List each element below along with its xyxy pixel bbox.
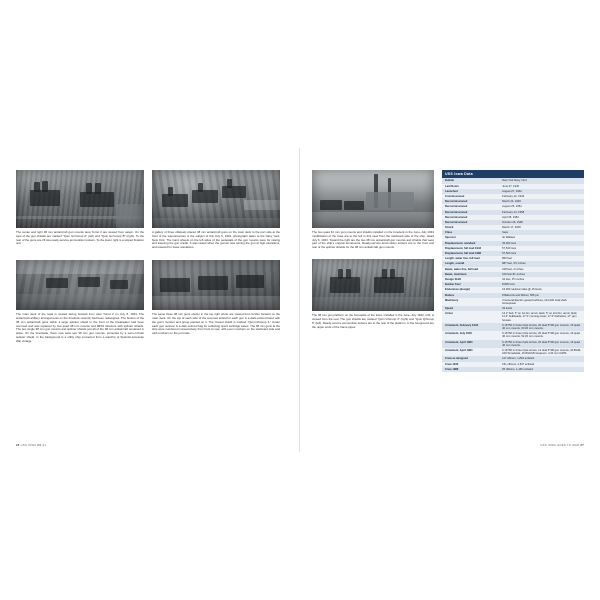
table-row: Struck March 17, 2006 (442, 225, 584, 230)
specs-body (442, 178, 584, 372)
photo-center-right-40mm-mounts (16, 170, 144, 228)
caption-4: The same three 38 mm guns shown in the top right photo are viewed from further forward on the main deck. On the top of each side of the armored shield for each gun is a dark-colored band with the gun's number and group painted on it. The closest shield is marked "Quin N/Group 4." Under each gun receiver is a dark-colored bag for collecting spent cartridge cases. The 38 mm guns at the ship were numbered consecutively from front to rear, with even numbers on the starboard side and odd numbers on the port side. (152, 312, 280, 336)
folio-left-text: USS IOWA BB-61 (20, 444, 47, 447)
table-row: Length, water line, full load 860 feet (442, 256, 584, 261)
caption-5: The two quad 40 mm gun mounts and shields installed on the foredeck in the June–July 1943 modification of the Iowa are to the left in this view from the starboard side of the ship, dated July 6, 1943. Toward the right are the two 38 mm antiaircraft gun mounts and shields that were part of the ship's original armaments. Ready-service ammunition lockers are to the front and rear of the splinter shields for the 38 mm antiaircraft gun mounts. (312, 230, 434, 250)
photo-twin-40mm-top-right-view (152, 260, 280, 310)
book-spread (0, 148, 600, 452)
table-row: Armor 12.2" belt, 5" on 1st lim. armor deck; 6" on 2nd lim. armor deck; 11.3" bulkheads; 17.3" conning tower; 17.3" barbettes; 17" gun houses. (442, 311, 584, 323)
left-photo-row-top (16, 170, 288, 250)
table-row: Armament, April 1984 9 16"/50 in three triple turrets, 20 dual 5"/38 gun mounts, 16 quad 40 mm mounts. (442, 340, 584, 348)
right-photo-column (312, 170, 434, 372)
table-row: Crew 1988 65 officers, 1,445 enlisted. (442, 367, 584, 372)
table-row: Displacement, full load 1988 57,500 tons (442, 251, 584, 256)
folio-right-number: 27 (580, 444, 584, 447)
right-content-row (312, 170, 584, 372)
left-photo-block-4 (152, 260, 280, 344)
table-row: Builder New York Navy Yard (442, 178, 584, 183)
table-row: Sponsor Ilo Wallace (442, 235, 584, 240)
specs-column (442, 170, 584, 372)
folio-left-number: 26 (16, 444, 20, 447)
table-row: Decommissioned February 24, 1958 (442, 210, 584, 215)
table-row: Decommissioned March 24, 1949 (442, 199, 584, 204)
caption-6: The 38 mm gun platform on the forecastle of the Iowa, installed in the June–July 1943, refit, is viewed from the rear. The gun shields are marked "Quin V/Group 4" (right) and "Quin Q/Group 5" (left). Ready-service ammunition lockers are to the rear of the platform. In the foreground are the upper ends of the frame pipes. (312, 313, 434, 329)
table-row: Decommissioned October 26, 1990 (442, 220, 584, 225)
table-row: Crew as designed 117 officers, 1,804 enlisted. (442, 356, 584, 361)
table-row: Launched August 27, 1942 (442, 189, 584, 194)
right-page (300, 148, 600, 452)
table-row: Speed 33 knots (442, 306, 584, 311)
left-photo-block-1 (16, 170, 144, 250)
photo-three-oblique-40mm-guns (152, 170, 280, 228)
left-photo-row-bottom (16, 260, 288, 344)
folio-right-text: USS IOWA GOES TO WAR (540, 444, 580, 447)
table-row: Laid Down June 27, 1940 (442, 184, 584, 189)
photo-bow-platform-twin-40mm (312, 259, 434, 311)
folio-right (540, 444, 584, 447)
table-row: Recommissioned April 28, 1984 (442, 215, 584, 220)
table-row: Machinery 4 General Electric geared turbines, 212,000 total shaft horsepower (442, 298, 584, 306)
uss-iowa-data-table (442, 170, 584, 372)
caption-2: A gallery of three obliquely placed 38 mm antiaircraft guns on the main deck to the port side at the front of the superstructure is the subject of this July 5, 1943, photograph taken at the Navy Yard, New York. The hand wheels on the left sides of the pedestals of the gun mounts were for raising and lowering the gun cradle. It was raised when the gunner was aiming the gun at high elevations, and lowered for lower elevations. (152, 230, 280, 250)
table-row: Endurance (design) 16,000 nautical miles @ 15 knots (442, 287, 584, 292)
left-photo-block-3 (16, 260, 144, 344)
caption-1: The center and right 38 mm antiaircraft gun mounts atop Turret 2 are viewed from astern. On the tops of the gun shields are marked "Quin Gn'Group A" (left) and "Quin Gn'Group B" (right). To the rear of the guns are 26 two-ready-service ammunition lockers. To the lower right is a sloped flotation unit. (16, 230, 144, 246)
table-row: Design Draft 34 feet, 9½ inches (442, 277, 584, 282)
table-row: Displacement, full load 1943 57,540 tons (442, 246, 584, 251)
folio-left (16, 444, 46, 447)
left-page (0, 148, 300, 452)
table-row: Bunker Fuel 8,835 tons (442, 282, 584, 287)
table-row: Beam, water line, full load 108 feet, 2 inches (442, 267, 584, 272)
photo-quad-40mm-and-shields (312, 170, 434, 228)
table-row: Armament, April 1984 9 16"/50 in three triple turrets, 12 dual 5"/38 gun mounts, 32 BGM-109 Tomahawk, 16 RGM-84 Harpoon, 4 20 mm CIWS. (442, 348, 584, 356)
table-row: Commissioned February 22, 1943 (442, 194, 584, 199)
table-row: Armament, July 1945 9 16"/50 in three triple turrets, 20 dual 5"/38 gun mounts, 19 quad 40 mm mounts, 52 20 mm mounts. (442, 331, 584, 339)
table-row: Crew 1945 151 officers, 2,637 enlisted. (442, 362, 584, 367)
table-row: Displacement, standard 45,000 tons (442, 241, 584, 246)
table-row: Class Iowa (442, 230, 584, 235)
table-row: Beam, maximum 109 feet 8¼ inches (442, 272, 584, 277)
specs-title: USS Iowa Data (442, 170, 584, 178)
photo-main-deck-turret-2 (16, 260, 144, 310)
table-row: Armament, February 1943 9 16"/50 in three triple turrets, 20 dual 5"/38 gun mounts, 15 quad 40 mm mounts, 60 20 mm mounts. (442, 323, 584, 331)
table-row: Boilers 8 Babcock and Wilcox, 565 psi (442, 293, 584, 298)
left-photo-block-2 (152, 170, 280, 250)
table-row: Recommissioned August 25, 1951 (442, 204, 584, 209)
caption-3: The main deck of the Iowa is viewed facing forward from atop Turret 2 on July 8, 1943. The antiaircraft artillery arrangements on the foredeck recently had been redesigned. The bottom of the 38 mm antiaircraft guns within a large splinter shield to the front of the breakwater had been removed and was replaced by two quad 38 mm mounts and 98/91 directors with splinter shields. The two single 38 mm gun mounts and splinter shields just aft of the 38 mm antiaircraft remained in place. On the forecastle, there now were two 38 mm gun mounts, protected by a semi-circular splinter shield. In the background is a utility ship converted from a warship of Spanish-American War vintage. (16, 312, 144, 343)
table-row: Length, overall 887 feet, 3½ inches (442, 261, 584, 266)
